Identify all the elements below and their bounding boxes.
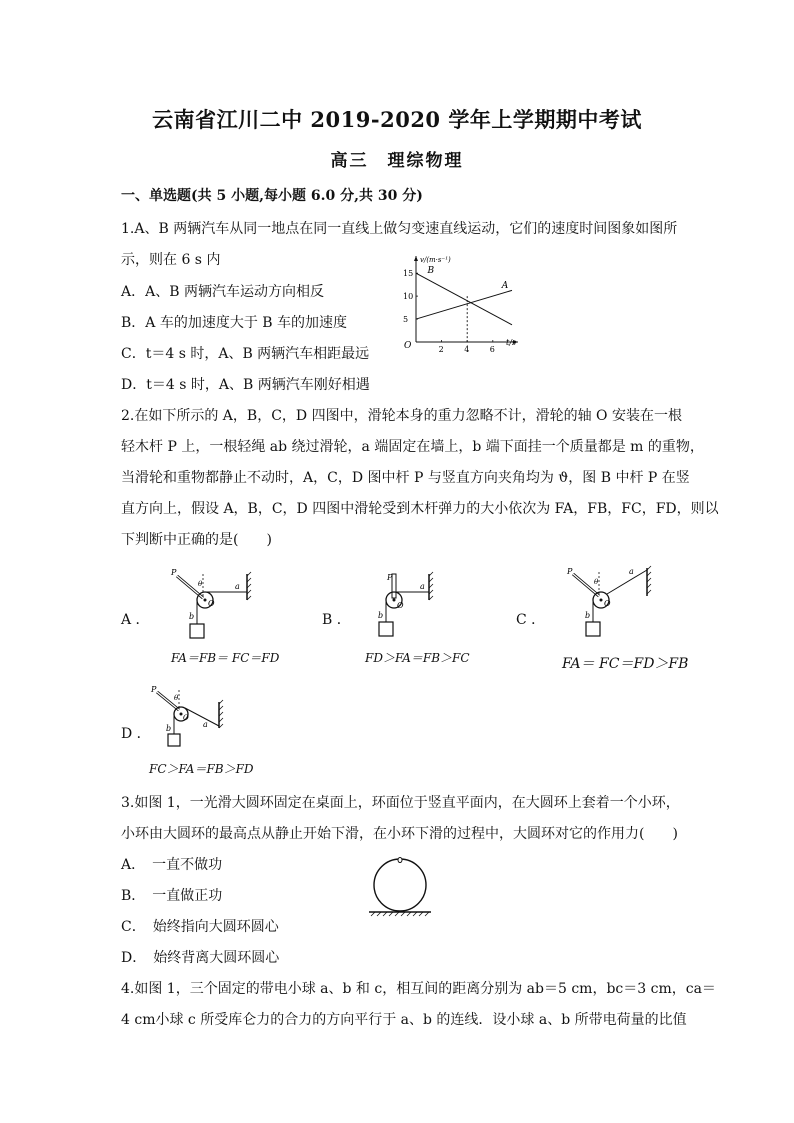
y-tick-label-15: 15 xyxy=(403,269,414,279)
q2-option-c-label: C ． xyxy=(516,612,546,628)
y-tick-label-5: 5 xyxy=(403,315,409,325)
q2-caption-c: FA＝ FC＝FD＞FB xyxy=(562,656,689,672)
q2-figure-c xyxy=(563,562,663,647)
q2-stem-line-1: 2.在如下所示的 A，B，C，D 四图中，滑轮本身的重力忽略不计，滑轮的轴 O 安装在一根 xyxy=(121,408,682,424)
q2-figure-d xyxy=(145,682,235,752)
axis-label-o: O xyxy=(208,599,215,608)
q3-stem-line-2: 小环由大圆环的最高点从静止开始下滑，在小环下滑的过程中，大圆环对它的作用力( ) xyxy=(121,826,678,842)
q1-option-c: C．t＝4 s 时，A、B 两辆汽车相距最远 xyxy=(121,346,370,362)
end-label-a: a xyxy=(235,582,240,591)
section-heading: 一、单选题(共 5 小题,每小题 6.0 分,共 30 分) xyxy=(121,188,423,204)
end-label-a: a xyxy=(629,567,634,576)
rod-label-p: P xyxy=(171,568,177,577)
end-label-a: a xyxy=(203,720,208,729)
q1-option-a: A．A、B 两辆汽车运动方向相反 xyxy=(121,284,324,300)
q2-option-b-label: B ． xyxy=(322,612,351,628)
y-tick-label-10: 10 xyxy=(403,292,414,302)
y-axis-label: v/(m·s⁻¹) xyxy=(420,256,451,264)
angle-label: θ xyxy=(174,694,179,702)
q2-stem-line-4: 直方向上，假设 A，B，C，D 四图中滑轮受到木杆弹力的大小依次为 FA，FB，FC，FD，则以 xyxy=(121,501,719,517)
series-line-A xyxy=(416,290,512,319)
q3-option-a: A． 一直不做功 xyxy=(121,857,223,873)
page-subtitle: 高三 理综物理 xyxy=(330,151,464,171)
rod-label-p: P xyxy=(567,567,573,576)
series-label-B: B xyxy=(427,266,435,277)
q2-stem-line-3: 当滑轮和重物都静止不动时，A，C，D 图中杆 P 与竖直方向夹角均为 ϑ，图 B 中杆 P 在竖 xyxy=(121,470,690,486)
q2-stem-line-5: 下判断中正确的是( ) xyxy=(121,532,272,548)
x-tick-label-2: 2 xyxy=(438,345,444,354)
q3-stem-line-1: 3.如图 1，一光滑大圆环固定在桌面上，环面位于竖直平面内，在大圆环上套着一个小环， xyxy=(121,795,680,811)
end-label-a: a xyxy=(420,582,425,591)
q1-velocity-time-chart xyxy=(392,254,522,354)
origin-label: O xyxy=(404,341,412,351)
q1-option-d: D．t＝4 s 时，A、B 两辆汽车刚好相遇 xyxy=(121,377,370,393)
q3-option-b: B． 一直做正功 xyxy=(121,888,223,904)
q2-figure-b xyxy=(365,566,445,646)
q2-figure-a xyxy=(165,566,265,646)
q2-caption-d: FC＞FA＝FB＞FD xyxy=(149,762,254,776)
end-label-b: b xyxy=(585,611,591,620)
q1-stem-line-1: 1.A、B 两辆汽车从同一地点在同一直线上做匀变速直线运动，它们的速度时间图象如图所 xyxy=(121,221,678,237)
q2-caption-b: FD＞FA＝FB＞FC xyxy=(365,651,470,665)
axis-label-o: O xyxy=(397,601,404,610)
q3-ring-figure xyxy=(365,856,435,918)
angle-label: θ xyxy=(594,578,599,586)
end-label-b: b xyxy=(378,611,384,620)
series-line-B xyxy=(416,273,512,325)
q1-stem-line-2: 示，则在 6 s 内 xyxy=(121,252,221,268)
x-tick-label-6: 6 xyxy=(489,345,495,354)
q3-option-d: D． 始终背离大圆环圆心 xyxy=(121,950,280,966)
q4-stem-line-2: 4 cm小球 c 所受库仑力的合力的方向平行于 a、b 的连线．设小球 a、b 所带电荷量的比值 xyxy=(121,1012,687,1028)
q3-option-c: C． 始终指向大圆环圆心 xyxy=(121,919,279,935)
x-axis-label: t/s xyxy=(506,338,517,347)
q1-option-b: B．A 车的加速度大于 B 车的加速度 xyxy=(121,315,348,331)
end-label-b: b xyxy=(166,724,172,733)
q2-stem-line-2: 轻木杆 P 上，一根轻绳 ab 绕过滑轮，a 端固定在墙上，b 端下面挂一个质量都是 m 的重物， xyxy=(121,439,704,455)
series-label-A: A xyxy=(501,281,509,292)
angle-label: θ xyxy=(198,580,203,588)
axis-label-o: O xyxy=(183,714,189,722)
q2-option-d-label: D ． xyxy=(121,726,151,742)
q4-stem-line-1: 4.如图 1，三个固定的带电小球 a、b 和 c，相互间的距离分别为 ab＝5 cm，bc＝3 cm，ca＝ xyxy=(121,981,716,997)
x-tick-label-4: 4 xyxy=(464,345,470,354)
y-axis-arrow xyxy=(414,256,418,261)
page-title: 云南省江川二中 2019-2020 学年上学期期中考试 xyxy=(152,107,642,132)
axis-label-o: O xyxy=(604,599,611,608)
end-label-b: b xyxy=(189,612,195,621)
rod-label-p: P xyxy=(151,685,157,694)
q2-caption-a: FA＝FB＝ FC＝FD xyxy=(171,651,280,665)
q2-option-a-label: A ． xyxy=(121,612,150,628)
rod-label-p: P xyxy=(387,573,393,582)
